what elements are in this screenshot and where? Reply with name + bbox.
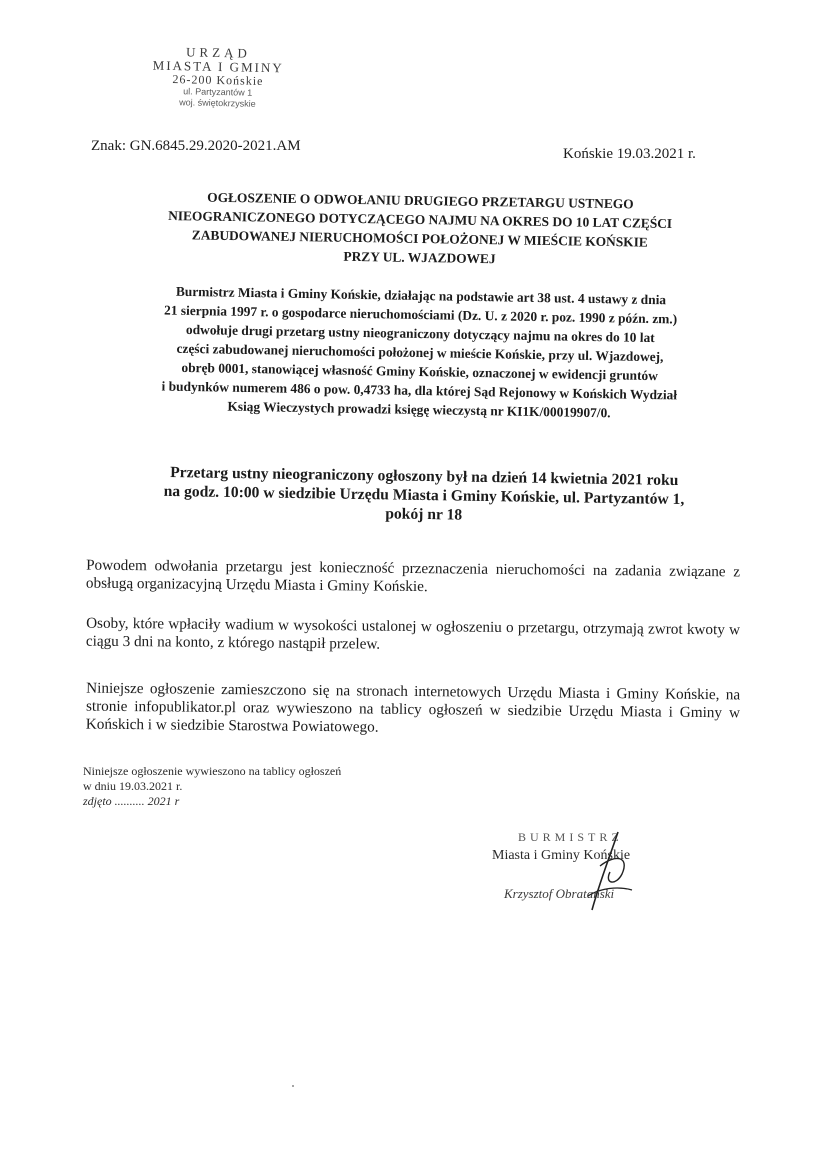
signature-name: Krzysztof Obratański bbox=[504, 886, 615, 901]
auction-line: pokój nr 18 bbox=[385, 505, 463, 524]
note-line: Niniejsze ogłoszenie wywieszono na tablicy ogłoszeń bbox=[83, 764, 342, 778]
stamp-line: 26-200 Końskie bbox=[172, 72, 264, 88]
signature-title: BURMISTRZ bbox=[518, 830, 623, 844]
intro-line: obręb 0001, stanowiącej własność Gminy Końskie, oznaczonej w ewidencji gruntów bbox=[181, 359, 658, 384]
intro-line: odwołuje drugi przetarg ustny nieograniczony dotyczący najmu na okres do 10 lat bbox=[185, 321, 655, 346]
signature-office: Miasta i Gminy Końskie bbox=[492, 848, 631, 863]
intro-line: Ksiąg Wieczystych prowadzi księgę wieczystą nr KI1K/00019907/0. bbox=[227, 398, 611, 421]
handwritten-signature-icon bbox=[570, 826, 660, 916]
title-line: PRZY UL. WJAZDOWEJ bbox=[343, 248, 496, 267]
stamp-line: MIASTA I GMINY bbox=[152, 57, 284, 76]
title-line: NIEOGRANICZONEGO DOTYCZĄCEGO NAJMU NA OKRES DO 10 LAT CZĘŚCI bbox=[168, 208, 673, 231]
auction-line: Przetarg ustny nieograniczony ogłoszony był na dzień 14 kwietnia 2021 roku bbox=[170, 464, 679, 489]
auction-info bbox=[104, 462, 745, 529]
note-line: w dniu 19.03.2021 r. bbox=[83, 779, 183, 793]
document-title bbox=[119, 186, 720, 271]
auction-line: na godz. 10:00 w siedzibie Urzędu Miasta i Gminy Końskie, ul. Partyzantów 1, bbox=[163, 482, 685, 509]
stamp-line: woj. świętokrzyskie bbox=[179, 97, 256, 109]
publication-paragraph: Niniejsze ogłoszenie zamieszczono się na stronach internetowych Urzędu Miasta i Gminy Końskie, na stronie infopublikator.pl oraz wywieszono na tablicy ogłoszeń w siedzibie Urzędu Miasta i Gminy w Końskich i w siedzibie Starostwa Powiatowego. bbox=[85, 679, 741, 736]
title-line: ZABUDOWANEJ NIERUCHOMOŚCI POŁOŻONEJ W MIEŚCIE KOŃSKIE bbox=[191, 227, 648, 250]
scan-speck bbox=[292, 1085, 294, 1087]
posting-notes bbox=[83, 764, 403, 809]
stamp-line: URZĄD bbox=[185, 44, 252, 61]
signature-block bbox=[490, 828, 710, 918]
stamp-line: ul. Partyzantów 1 bbox=[183, 86, 253, 98]
note-line: zdjęto .......... 2021 r bbox=[83, 794, 180, 808]
intro-line: 21 sierpnia 1997 r. o gospodarce nieruchomościami (Dz. U. z 2020 r. poz. 1990 z późn. zm.) bbox=[163, 302, 678, 327]
document-date: Końskie 19.03.2021 r. bbox=[563, 146, 696, 162]
intro-line: Burmistrz Miasta i Gminy Końskie, działając na podstawie art 38 ust. 4 ustawy z dnia bbox=[175, 283, 667, 308]
office-stamp bbox=[117, 44, 318, 111]
intro-line: części zabudowanej nieruchomości położonej w mieście Końskie, przy ul. Wjazdowej, bbox=[176, 340, 664, 365]
title-line: OGŁOSZENIE O ODWOŁANIU DRUGIEGO PRZETARGU USTNEGO bbox=[207, 189, 634, 212]
refund-paragraph: Osoby, które wpłaciły wadium w wysokości ustalonej w ogłoszeniu o przetargu, otrzymają zwrot kwoty w ciągu 3 dni na konto, z którego nastąpił przelew. bbox=[85, 614, 741, 653]
intro-paragraph bbox=[99, 280, 741, 424]
reason-paragraph: Powodem odwołania przetargu jest konieczność przeznaczenia nieruchomości na zadania związane z obsługą organizacyjną Urzędu Miasta i Gminy Końskie. bbox=[85, 556, 741, 596]
intro-line: i budynków numerem 486 o pow. 0,4733 ha, dla której Sąd Rejonowy w Końskich Wydział bbox=[161, 378, 678, 403]
reference-number: Znak: GN.6845.29.2020-2021.AM bbox=[91, 138, 301, 154]
